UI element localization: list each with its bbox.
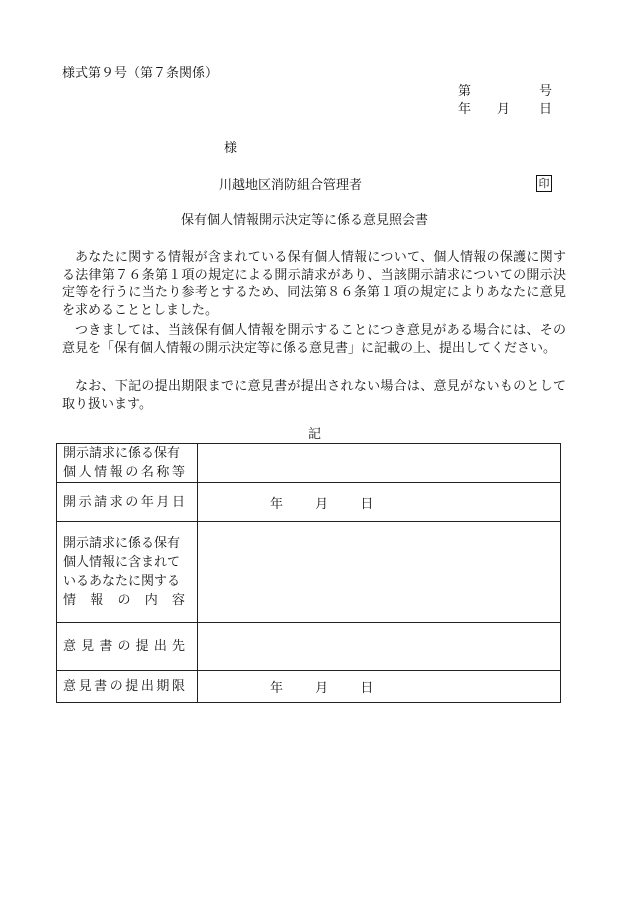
doc-number-prefix: 第 bbox=[458, 84, 472, 99]
doc-date-year: 年 bbox=[458, 102, 472, 117]
addressee-suffix: 様 bbox=[224, 141, 238, 156]
table-label-deadline: 意見書の提出期限 bbox=[57, 671, 198, 703]
paragraph-1: あなたに関する情報が含まれている保有個人情報について、個人情報の保護に関する法律第７６条第１項の規定による開示請求があり、当該開示請求についての開示決定等を行うに当たり参考とするため、同法第８６条第１項の規定によりあなたに意見を求めることとしました。 bbox=[62, 250, 566, 318]
table-label-request-date: 開示請求の年月日 bbox=[57, 483, 198, 522]
table-value-name[interactable] bbox=[198, 444, 561, 483]
table-label-info-content: 開示請求に係る保有 個人情報に含まれて いるあなたに関する 情報の内容 bbox=[57, 522, 198, 623]
ki-label: 記 bbox=[308, 427, 322, 442]
table-row bbox=[57, 623, 561, 671]
table-row bbox=[57, 671, 561, 703]
table-value-deadline[interactable]: 年 月 日 bbox=[198, 671, 561, 703]
sender-name: 川越地区消防組合管理者 bbox=[219, 178, 363, 193]
table-label-submit-to: 意見書の提出先 bbox=[57, 623, 198, 671]
doc-date-month: 月 bbox=[497, 102, 511, 117]
form-number: 様式第９号（第７条関係） bbox=[62, 66, 219, 81]
doc-number-suffix: 号 bbox=[539, 84, 553, 99]
paragraph-2: つきましては、当該保有個人情報を開示することにつき意見がある場合には、その意見を「保有個人情報の開示決定等に係る意見書」に記載の上、提出してください。 bbox=[62, 323, 566, 356]
doc-date-day: 日 bbox=[539, 102, 553, 117]
table-label-name: 開示請求に係る保有 個人情報の名称等 bbox=[57, 444, 198, 483]
seal-mark: 印 bbox=[536, 175, 552, 192]
table-value-request-date[interactable]: 年 月 日 bbox=[198, 483, 561, 522]
table-value-info-content[interactable] bbox=[198, 522, 561, 623]
info-table bbox=[56, 443, 561, 703]
paragraph-3: なお、下記の提出期限までに意見書が提出されない場合は、意見がないものとして取り扱います。 bbox=[62, 379, 566, 412]
document-title: 保有個人情報開示決定等に係る意見照会書 bbox=[181, 213, 429, 228]
table-row bbox=[57, 444, 561, 483]
table-row bbox=[57, 483, 561, 522]
table-value-submit-to[interactable] bbox=[198, 623, 561, 671]
table-row bbox=[57, 522, 561, 623]
